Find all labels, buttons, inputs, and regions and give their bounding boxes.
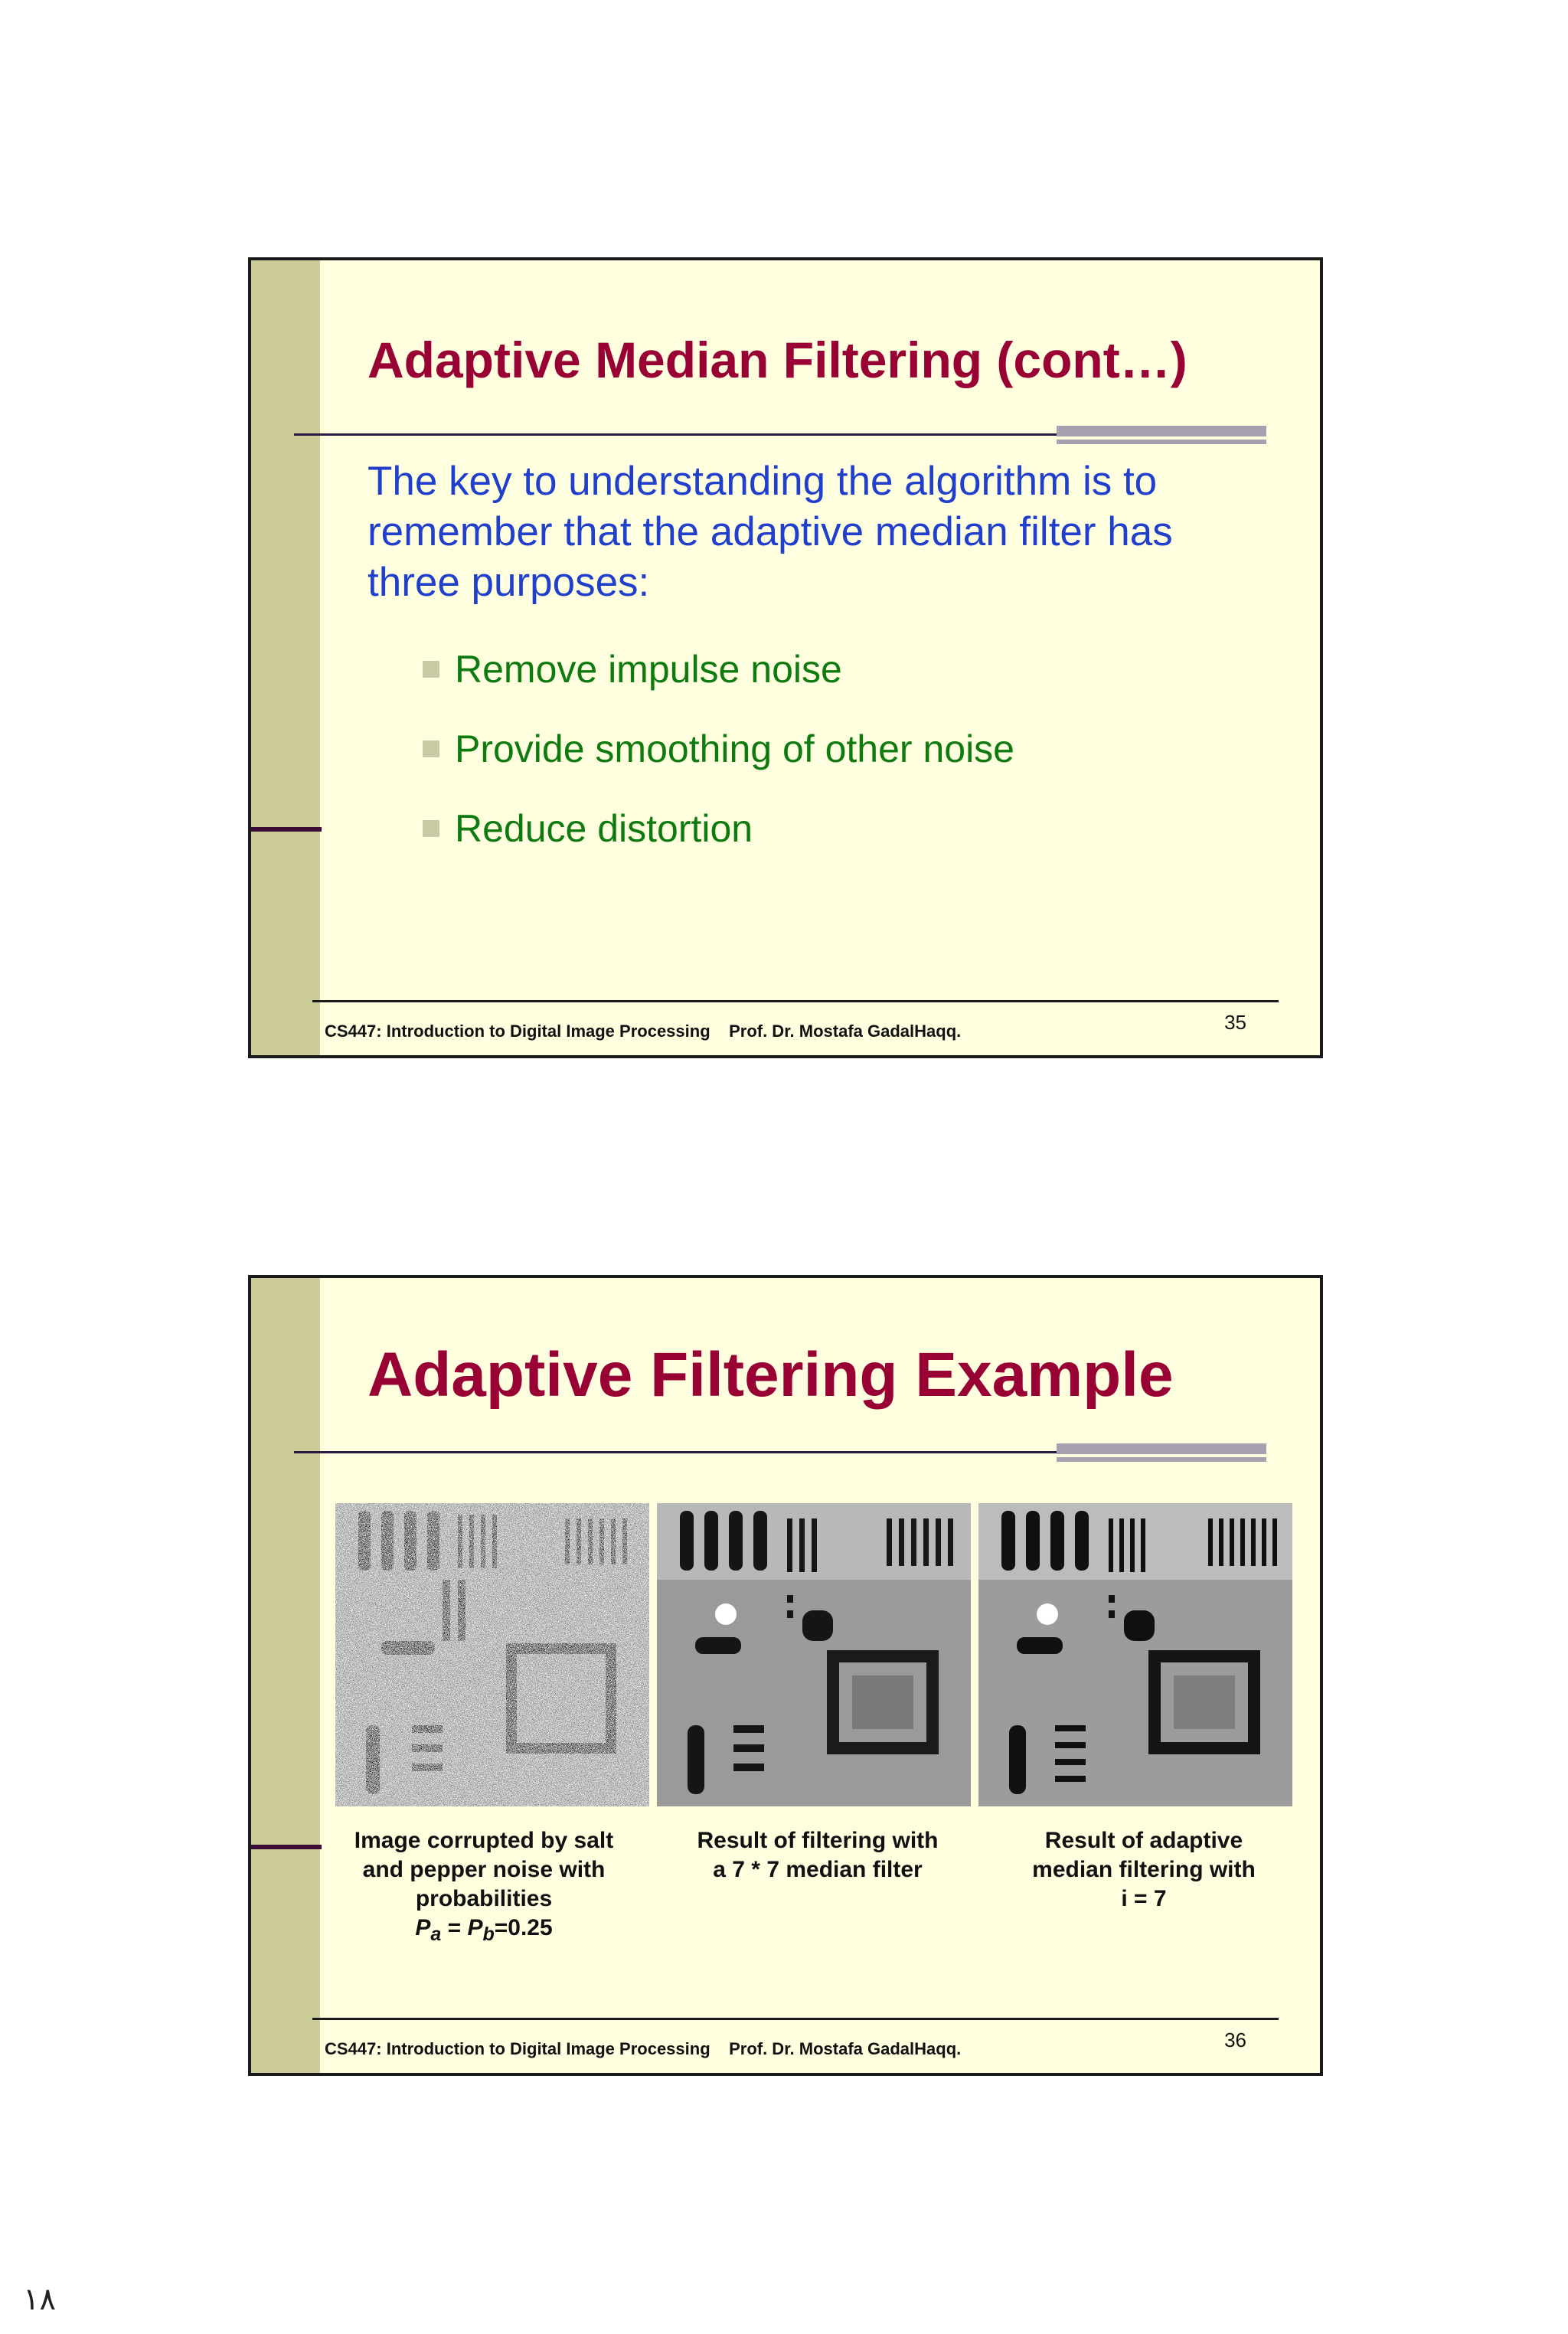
slide-35 [248,257,1323,1058]
example-images [335,1503,1283,1806]
slide-page-number: 35 [1224,1011,1246,1034]
caption-line: Result of adaptive [1044,1828,1243,1853]
caption-line: i = 7 [1121,1886,1167,1911]
caption-median-filter [665,1826,971,1885]
noisy-circuit-image [335,1503,649,1806]
median-filtered-image [657,1503,971,1806]
bullet-text: Reduce distortion [455,807,753,850]
footer-rule [312,2018,1279,2020]
bullet-text: Remove impulse noise [455,648,842,691]
slide-title: Adaptive Median Filtering (cont…) [368,332,1187,388]
bullet-item [423,789,1014,868]
slide-36 [248,1275,1323,2076]
caption-line: Image corrupted by salt [354,1828,614,1853]
document-page-number: ١٨ [23,2282,56,2317]
square-bullet-icon [423,661,439,678]
caption-line: probabilities [415,1886,553,1911]
footer-rule [312,1000,1279,1002]
slide-sidebar [251,260,320,1055]
caption-line: a 7 * 7 median filter [713,1857,923,1882]
title-rule-accent [1057,426,1266,447]
caption-line: and pepper noise with [362,1857,606,1882]
sidebar-mark [251,827,322,832]
sidebar-mark [251,1845,322,1849]
bullet-item [423,709,1014,789]
noisy-circuit-image-svg [335,1503,649,1806]
caption-noisy-image [331,1826,637,1949]
caption-line: Result of filtering with [697,1828,939,1853]
bullet-text: Provide smoothing of other noise [455,727,1014,770]
adaptive-filtered-image-svg [978,1503,1292,1806]
caption-adaptive-filter [991,1826,1297,1914]
slide-sidebar [251,1278,320,2073]
slide-footer: CS447: Introduction to Digital Image Processing Prof. Dr. Mostafa GadalHaqq. [325,2039,962,2058]
square-bullet-icon [423,820,439,837]
median-filtered-image-svg [657,1503,971,1806]
bullet-item [423,629,1014,709]
slide-body-text: The key to understanding the algorithm is to remember that the adaptive median filter has three purposes: [368,459,1173,605]
square-bullet-icon [423,740,439,757]
adaptive-filtered-image [978,1503,1292,1806]
caption-line: median filtering with [1032,1857,1256,1882]
slide-title: Adaptive Filtering Example [368,1340,1174,1410]
slide-page-number: 36 [1224,2028,1246,2051]
slide-footer: CS447: Introduction to Digital Image Processing Prof. Dr. Mostafa GadalHaqq. [325,1022,962,1041]
probability-formula: $P_a = P_b=0.25$ [415,1915,553,1945]
title-rule-accent [1057,1443,1266,1465]
bullet-list [423,629,1014,868]
